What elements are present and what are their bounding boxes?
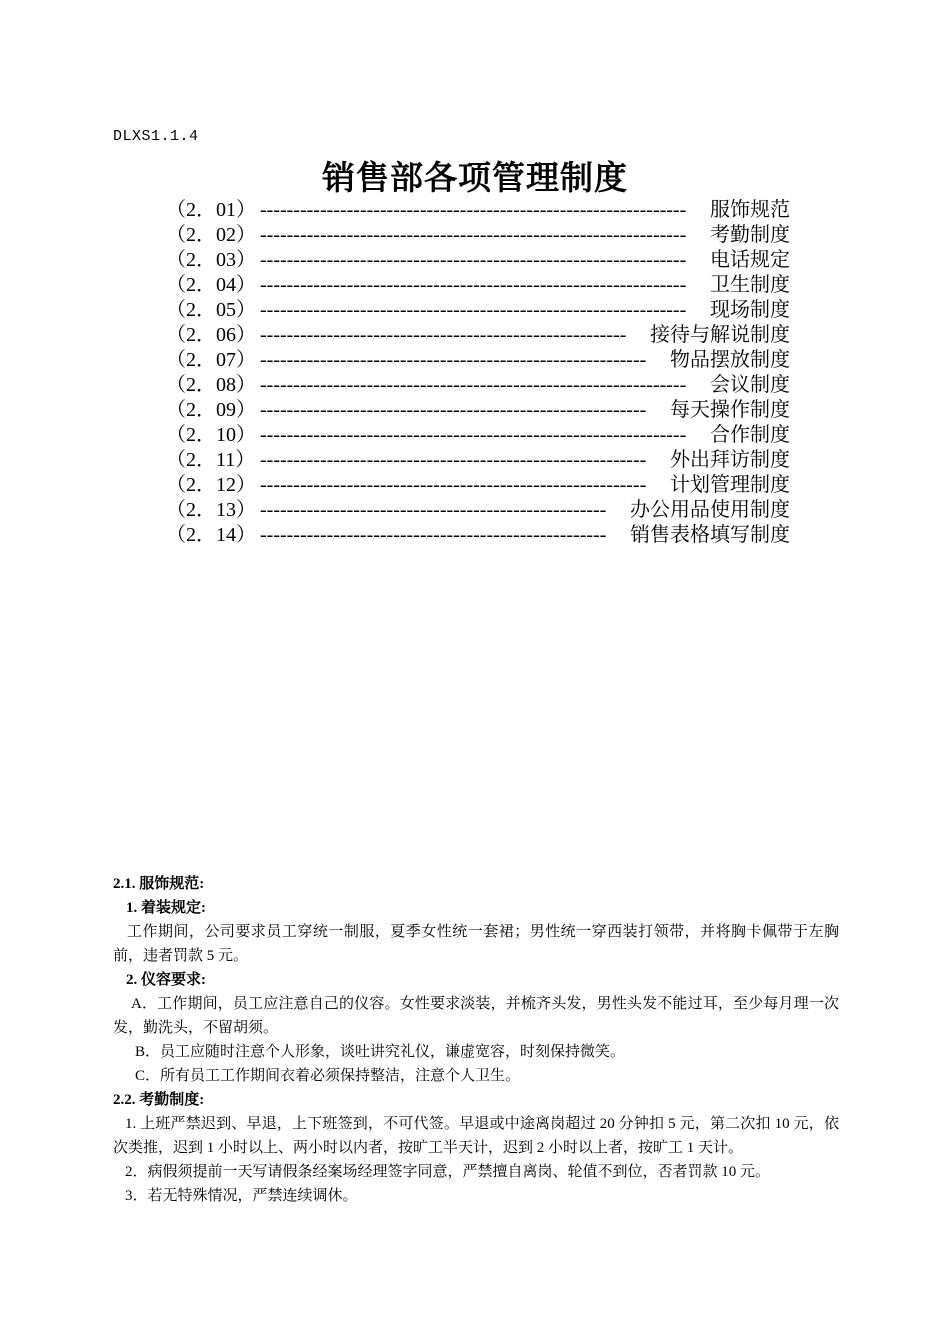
- toc-label: 合作制度: [710, 424, 790, 446]
- toc-number: （2．08）: [166, 374, 256, 396]
- toc-label: 销售表格填写制度: [630, 524, 790, 546]
- toc-number: （2．07）: [166, 349, 256, 371]
- toc-row: [166, 273, 790, 298]
- toc-row: [166, 448, 790, 473]
- paragraph: A．工作期间，员工应注意自己的仪容。女性要求淡装，并梳齐头发，男性头发不能过耳，至少每月理一次发，勤洗头，不留胡须。: [113, 996, 839, 1036]
- toc-leader: ----------------------------------------------------------------: [260, 199, 687, 221]
- toc-label: 每天操作制度: [670, 399, 790, 421]
- toc-number: （2．11）: [166, 449, 256, 471]
- paragraph: 2．病假须提前一天写请假条经案场经理签字同意，严禁擅自离岗、轮值不到位，否者罚款 10 元。: [125, 1164, 771, 1180]
- toc-row: [166, 373, 790, 398]
- paragraph: 工作期间，公司要求员工穿统一制服，夏季女性统一套裙；男性统一穿西装打领带，并将胸卡佩带于左胸前，违者罚款 5 元。: [113, 924, 839, 964]
- toc-leader: ----------------------------------------------------------------: [260, 249, 687, 271]
- toc-number: （2．12）: [166, 474, 256, 496]
- subsection-heading: 1. 着装规定:: [126, 900, 206, 916]
- toc-label: 服饰规范: [710, 199, 790, 221]
- toc-row: [166, 398, 790, 423]
- page-title: 销售部各项管理制度: [322, 158, 628, 197]
- toc-number: （2．05）: [166, 299, 256, 321]
- section-heading: 2.1. 服饰规范:: [113, 876, 205, 892]
- toc-label: 物品摆放制度: [670, 349, 790, 371]
- toc-leader: ----------------------------------------------------------------: [260, 424, 687, 446]
- paragraph: C．所有员工工作期间衣着必须保持整洁，注意个人卫生。: [135, 1068, 521, 1084]
- toc-row: [166, 498, 790, 523]
- table-of-contents: [166, 198, 790, 548]
- toc-row: [166, 348, 790, 373]
- subsection-heading: 2. 仪容要求:: [126, 972, 206, 988]
- toc-number: （2．01）: [166, 199, 256, 221]
- toc-row: [166, 248, 790, 273]
- toc-row: [166, 298, 790, 323]
- toc-label: 现场制度: [710, 299, 790, 321]
- toc-row: [166, 523, 790, 548]
- toc-row: [166, 473, 790, 498]
- toc-number: （2．13）: [166, 499, 256, 521]
- toc-number: （2．02）: [166, 224, 256, 246]
- toc-label: 会议制度: [710, 374, 790, 396]
- toc-leader: ----------------------------------------------------: [260, 499, 607, 521]
- toc-leader: ----------------------------------------------------------: [260, 474, 647, 496]
- toc-row: [166, 223, 790, 248]
- toc-label: 外出拜访制度: [670, 449, 790, 471]
- toc-row: [166, 323, 790, 348]
- paragraph: B．员工应随时注意个人形象，谈吐讲究礼仪，谦虚宽容，时刻保持微笑。: [135, 1044, 626, 1060]
- toc-number: （2．03）: [166, 249, 256, 271]
- toc-label: 计划管理制度: [670, 474, 790, 496]
- toc-leader: -------------------------------------------------------: [260, 324, 627, 346]
- toc-leader: ----------------------------------------------------: [260, 524, 607, 546]
- toc-number: （2．10）: [166, 424, 256, 446]
- paragraph: 3．若无特殊情况，严禁连续调休。: [125, 1188, 358, 1204]
- toc-label: 考勤制度: [710, 224, 790, 246]
- toc-number: （2．14）: [166, 524, 256, 546]
- document-body: [113, 872, 839, 1208]
- toc-leader: ----------------------------------------------------------: [260, 349, 647, 371]
- toc-row: [166, 423, 790, 448]
- toc-label: 卫生制度: [710, 274, 790, 296]
- toc-number: （2．04）: [166, 274, 256, 296]
- toc-number: （2．06）: [166, 324, 256, 346]
- section-heading: 2.2. 考勤制度:: [113, 1092, 205, 1108]
- paragraph: 1. 上班严禁迟到、早退，上下班签到，不可代签。早退或中途离岗超过 20 分钟扣 5 元，第二次扣 10 元，依次类推，迟到 1 小时以上、两小时以内者，按旷工半天计，迟到 2 小时以上者，按旷工 1 天计。: [113, 1116, 839, 1156]
- toc-leader: ----------------------------------------------------------------: [260, 274, 687, 296]
- toc-row: [166, 198, 790, 223]
- toc-leader: ----------------------------------------------------------------: [260, 374, 687, 396]
- toc-label: 接待与解说制度: [650, 324, 790, 346]
- toc-leader: ----------------------------------------------------------: [260, 449, 647, 471]
- toc-label: 办公用品使用制度: [630, 499, 790, 521]
- toc-label: 电话规定: [710, 249, 790, 271]
- document-code: DLXS1.1.4: [113, 128, 199, 145]
- toc-leader: ----------------------------------------------------------------: [260, 224, 687, 246]
- toc-leader: ----------------------------------------------------------------: [260, 299, 687, 321]
- toc-number: （2．09）: [166, 399, 256, 421]
- toc-leader: ----------------------------------------------------------: [260, 399, 647, 421]
